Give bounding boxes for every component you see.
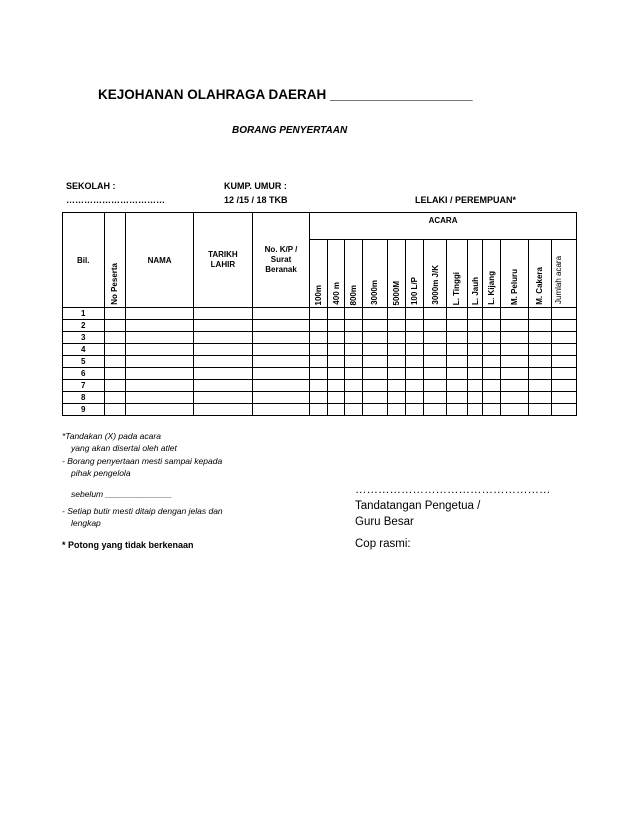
table-cell	[551, 404, 576, 416]
table-cell	[387, 368, 405, 380]
row-number: 9	[63, 404, 105, 416]
table-cell	[424, 320, 447, 332]
table-cell	[363, 308, 388, 320]
form-title: KEJOHANAN OLAHRAGA DAERAH ___________________	[98, 87, 473, 102]
table-cell	[104, 368, 126, 380]
table-cell	[551, 308, 576, 320]
table-cell	[327, 392, 345, 404]
table-cell	[126, 356, 193, 368]
table-cell	[252, 392, 309, 404]
table-cell	[327, 344, 345, 356]
table-cell	[405, 308, 424, 320]
event-merejam-peluru: M. Peluru	[501, 240, 529, 308]
table-cell	[310, 356, 328, 368]
table-cell	[447, 344, 468, 356]
table-cell	[483, 356, 501, 368]
table-cell	[483, 368, 501, 380]
table-cell	[310, 392, 328, 404]
table-cell	[104, 404, 126, 416]
table-cell	[252, 344, 309, 356]
note-line1: *Tandakan (X) pada acara	[62, 431, 161, 441]
table-cell	[252, 332, 309, 344]
table-cell	[405, 320, 424, 332]
gender-label: LELAKI / PEREMPUAN*	[415, 195, 517, 205]
table-row	[63, 368, 577, 380]
table-row	[63, 332, 577, 344]
table-cell	[193, 404, 252, 416]
table-cell	[104, 380, 126, 392]
table-cell	[193, 356, 252, 368]
table-cell	[529, 392, 552, 404]
table-cell	[447, 392, 468, 404]
table-cell	[126, 392, 193, 404]
header-no-peserta: No Peserta	[104, 213, 126, 308]
row-number: 1	[63, 308, 105, 320]
table-cell	[483, 308, 501, 320]
sekolah-dots: ……………………………	[66, 195, 165, 205]
table-cell	[104, 332, 126, 344]
event-400m: 400 m	[327, 240, 345, 308]
table-cell	[252, 380, 309, 392]
table-cell	[310, 320, 328, 332]
event-3000m-jk: 3000m J/K	[424, 240, 447, 308]
table-cell	[551, 332, 576, 344]
table-cell	[363, 356, 388, 368]
event-800m: 800m	[345, 240, 363, 308]
table-cell	[424, 356, 447, 368]
table-cell	[447, 320, 468, 332]
header-bil: Bil.	[63, 213, 105, 308]
table-cell	[529, 404, 552, 416]
note-line4: pihak pengelola	[71, 468, 131, 478]
note-line8: * Potong yang tidak berkenaan	[62, 540, 194, 550]
note-line7: lengkap	[71, 518, 101, 528]
event-cakera: M. Cakera	[529, 240, 552, 308]
table-cell	[126, 320, 193, 332]
table-cell	[193, 380, 252, 392]
table-cell	[310, 368, 328, 380]
sekolah-label: SEKOLAH :	[66, 181, 116, 191]
table-cell	[345, 368, 363, 380]
event-lompat-jauh: L. Jauh	[467, 240, 483, 308]
table-row	[63, 404, 577, 416]
form-subtitle: BORANG PENYERTAAN	[232, 125, 348, 136]
row-number: 5	[63, 356, 105, 368]
table-row	[63, 392, 577, 404]
table-cell	[126, 308, 193, 320]
entry-table	[62, 212, 577, 416]
table-cell	[483, 380, 501, 392]
table-cell	[529, 344, 552, 356]
table-cell	[447, 308, 468, 320]
signature-line2: Guru Besar	[355, 516, 414, 528]
table-cell	[345, 308, 363, 320]
table-cell	[467, 332, 483, 344]
table-cell	[551, 356, 576, 368]
table-cell	[327, 356, 345, 368]
table-cell	[483, 344, 501, 356]
table-cell	[501, 392, 529, 404]
table-cell	[483, 392, 501, 404]
table-cell	[104, 392, 126, 404]
table-cell	[345, 332, 363, 344]
official-stamp-label: Cop rasmi:	[355, 538, 411, 550]
row-number: 7	[63, 380, 105, 392]
table-cell	[483, 320, 501, 332]
table-cell	[363, 344, 388, 356]
table-cell	[551, 392, 576, 404]
table-cell	[467, 368, 483, 380]
table-cell	[501, 344, 529, 356]
table-cell	[327, 380, 345, 392]
table-cell	[387, 344, 405, 356]
header-no-kp: No. K/P / Surat Beranak	[252, 213, 309, 308]
table-cell	[551, 320, 576, 332]
table-cell	[424, 344, 447, 356]
event-100-lp: 100 L/P	[405, 240, 424, 308]
table-cell	[529, 308, 552, 320]
table-row	[63, 308, 577, 320]
table-cell	[363, 404, 388, 416]
table-cell	[447, 356, 468, 368]
note-line3: - Borang penyertaan mesti sampai kepada	[62, 456, 223, 466]
table-cell	[501, 320, 529, 332]
table-cell	[193, 308, 252, 320]
table-cell	[467, 320, 483, 332]
table-cell	[501, 368, 529, 380]
table-cell	[363, 368, 388, 380]
table-cell	[327, 404, 345, 416]
event-5000m: 5000M	[387, 240, 405, 308]
table-cell	[529, 332, 552, 344]
event-lompat-tinggi: L. Tinggi	[447, 240, 468, 308]
table-cell	[447, 368, 468, 380]
table-cell	[551, 380, 576, 392]
table-cell	[104, 356, 126, 368]
table-cell	[467, 356, 483, 368]
table-cell	[327, 308, 345, 320]
table-cell	[405, 392, 424, 404]
row-number: 3	[63, 332, 105, 344]
table-cell	[327, 332, 345, 344]
header-jumlah-acara: Jumlah acara	[551, 240, 576, 308]
table-cell	[387, 356, 405, 368]
table-cell	[467, 404, 483, 416]
row-number: 4	[63, 344, 105, 356]
note-line2: yang akan disertai oleh atlet	[71, 443, 177, 453]
table-cell	[345, 344, 363, 356]
table-cell	[387, 308, 405, 320]
table-cell	[529, 380, 552, 392]
table-cell	[387, 392, 405, 404]
table-cell	[424, 332, 447, 344]
table-cell	[387, 404, 405, 416]
table-cell	[104, 320, 126, 332]
table-cell	[363, 320, 388, 332]
table-cell	[529, 320, 552, 332]
table-cell	[327, 368, 345, 380]
table-cell	[252, 368, 309, 380]
table-cell	[405, 332, 424, 344]
table-cell	[467, 308, 483, 320]
table-cell	[387, 380, 405, 392]
table-cell	[501, 332, 529, 344]
table-cell	[447, 380, 468, 392]
table-cell	[126, 380, 193, 392]
table-cell	[252, 404, 309, 416]
table-cell	[387, 320, 405, 332]
table-row	[63, 344, 577, 356]
table-cell	[126, 332, 193, 344]
event-3000m: 3000m	[363, 240, 388, 308]
table-cell	[447, 332, 468, 344]
table-cell	[405, 344, 424, 356]
table-cell	[405, 404, 424, 416]
event-lompat-kijang: L. Kijang	[483, 240, 501, 308]
table-cell	[551, 368, 576, 380]
note-line6: - Setiap butir mesti ditaip dengan jelas dan	[62, 506, 223, 516]
table-cell	[467, 344, 483, 356]
table-cell	[387, 332, 405, 344]
event-100m: 100m	[310, 240, 328, 308]
header-acara: ACARA	[310, 213, 577, 240]
table-cell	[252, 308, 309, 320]
table-cell	[483, 404, 501, 416]
table-cell	[424, 380, 447, 392]
table-cell	[501, 356, 529, 368]
table-cell	[252, 320, 309, 332]
table-cell	[193, 392, 252, 404]
table-cell	[310, 308, 328, 320]
table-cell	[193, 320, 252, 332]
table-cell	[363, 332, 388, 344]
table-cell	[126, 368, 193, 380]
table-cell	[405, 356, 424, 368]
table-cell	[327, 320, 345, 332]
header-tarikh-lahir: TARIKH LAHIR	[193, 213, 252, 308]
table-cell	[424, 308, 447, 320]
table-cell	[551, 344, 576, 356]
table-cell	[501, 380, 529, 392]
table-cell	[424, 368, 447, 380]
table-row	[63, 380, 577, 392]
header-nama: NAMA	[126, 213, 193, 308]
table-cell	[126, 344, 193, 356]
table-cell	[193, 344, 252, 356]
table-cell	[193, 332, 252, 344]
table-cell	[529, 356, 552, 368]
table-row	[63, 320, 577, 332]
table-cell	[424, 404, 447, 416]
table-cell	[501, 308, 529, 320]
table-cell	[467, 380, 483, 392]
table-cell	[345, 320, 363, 332]
table-row	[63, 356, 577, 368]
row-number: 6	[63, 368, 105, 380]
table-cell	[252, 356, 309, 368]
table-cell	[483, 332, 501, 344]
table-cell	[501, 404, 529, 416]
table-cell	[310, 344, 328, 356]
table-cell	[447, 404, 468, 416]
table-cell	[104, 344, 126, 356]
signature-line1: Tandatangan Pengetua /	[355, 500, 481, 512]
table-cell	[104, 308, 126, 320]
table-cell	[467, 392, 483, 404]
row-number: 2	[63, 320, 105, 332]
row-number: 8	[63, 392, 105, 404]
note-line5: sebelum ______________	[71, 489, 172, 499]
table-cell	[126, 404, 193, 416]
table-cell	[529, 368, 552, 380]
table-cell	[363, 392, 388, 404]
table-cell	[345, 356, 363, 368]
table-cell	[424, 392, 447, 404]
table-cell	[405, 368, 424, 380]
table-cell	[310, 380, 328, 392]
table-cell	[310, 404, 328, 416]
table-cell	[193, 368, 252, 380]
table-cell	[345, 380, 363, 392]
table-cell	[345, 392, 363, 404]
table-cell	[345, 404, 363, 416]
table-cell	[363, 380, 388, 392]
kump-umur-label: KUMP. UMUR :	[224, 181, 287, 191]
table-cell	[405, 380, 424, 392]
entry-rows	[63, 308, 577, 416]
table-cell	[310, 332, 328, 344]
signature-dots: ……………………………………………	[355, 484, 551, 496]
kump-umur-value: 12 /15 / 18 TKB	[224, 195, 288, 205]
